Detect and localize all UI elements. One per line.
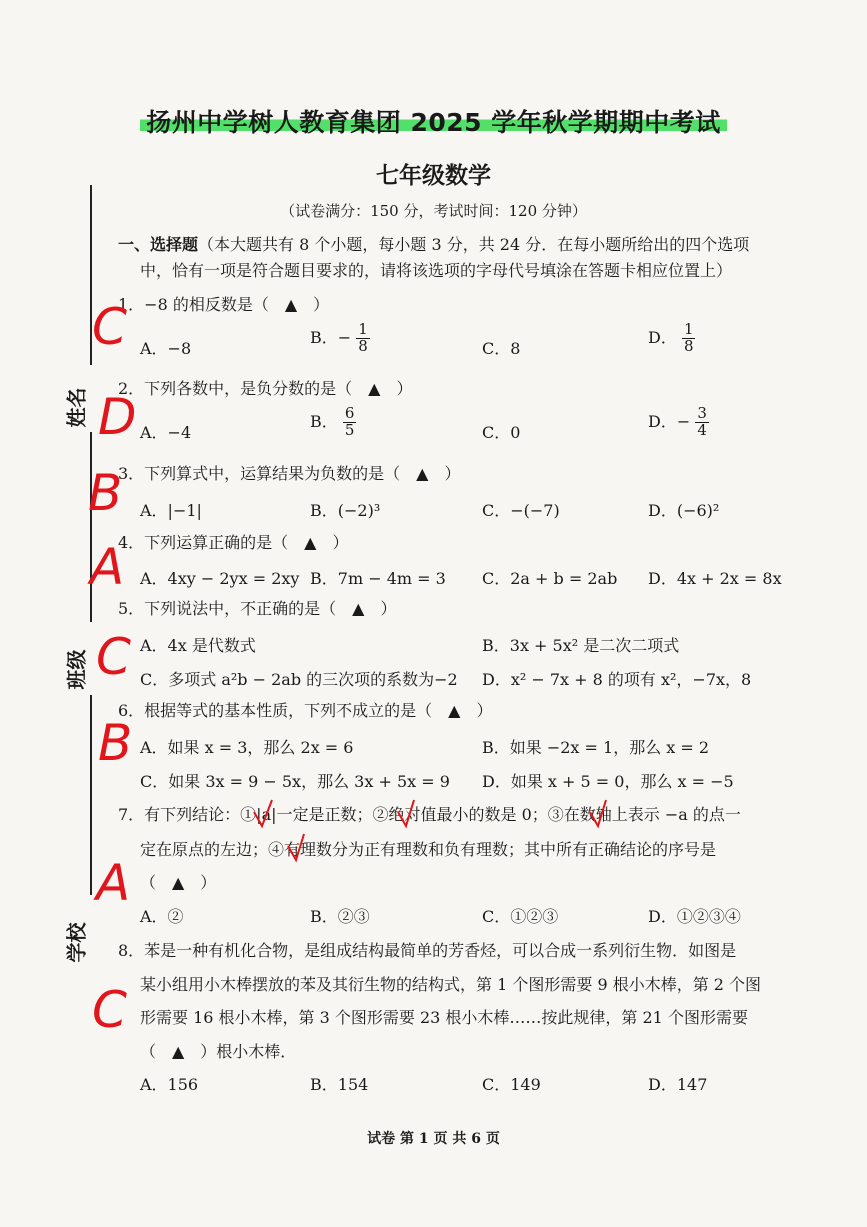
side-label-school: 学校	[64, 922, 89, 963]
handwritten-answer-q8: C	[92, 981, 127, 1039]
q2-option-d-label: D．−	[648, 411, 691, 431]
q6-option-a: A．如果 x = 3，那么 2x = 6	[140, 738, 354, 757]
side-label-name: 姓名	[64, 387, 89, 428]
q7-option-b: B．②③	[310, 907, 370, 926]
q1-option-d	[648, 322, 695, 355]
q8-option-d: D．147	[648, 1075, 708, 1094]
q3-stem: 3．下列算式中，运算结果为负数的是（ ▲ ）	[118, 464, 461, 483]
q5-stem: 5．下列说法中，不正确的是（ ▲ ）	[118, 599, 397, 618]
section-desc-line2: 中，恰有一项是符合题目要求的，请将该选项的字母代号填涂在答题卡相应位置上）	[140, 261, 733, 280]
q7-stem-line1: 7．有下列结论：①|a|一定是正数；②绝对值最小的数是 0；③在数轴上表示 −a 的点一	[118, 805, 741, 824]
section-heading	[118, 232, 749, 255]
handwritten-answer-q7: A	[96, 854, 131, 912]
q8-option-b: B．154	[310, 1075, 369, 1094]
q1-option-b-label: B．−	[310, 327, 352, 347]
section-title: 一、选择题	[118, 235, 199, 254]
q2-option-b-fraction: $\frac{6}{5}$	[344, 404, 355, 439]
q1-option-a: A．−8	[140, 339, 192, 358]
page-footer: 试卷 第 1 页 共 6 页	[367, 1131, 500, 1147]
q2-option-a: A．−4	[140, 423, 192, 442]
exam-title-text: 扬州中学树人教育集团 2025 学年秋学期期中考试	[140, 108, 727, 137]
q8-stem-line1: 8．苯是一种有机化合物，是组成结构最简单的芳香烃，可以合成一系列衍生物．如图是	[118, 941, 737, 960]
q7-option-a: A．②	[140, 907, 184, 926]
q5-option-d: D．x² − 7x + 8 的项有 x²，−7x，8	[482, 670, 752, 689]
q8-stem-line4: （ ▲ ）根小木棒．	[140, 1042, 297, 1061]
q1-option-b	[310, 322, 370, 355]
q5-option-a: A．4x 是代数式	[140, 636, 256, 655]
q2-option-b	[310, 406, 356, 439]
q7-option-d: D．①②③④	[648, 907, 741, 926]
q8-stem-line3: 形需要 16 根小木棒，第 3 个图形需要 23 根小木棒……按此规律，第 21 个图形需要	[140, 1008, 748, 1027]
side-label-class: 班级	[64, 649, 89, 690]
q6-option-d: D．如果 x + 5 = 0，那么 x = −5	[482, 772, 734, 791]
q7-stem-line2: 定在原点的左边；④有理数分为正有理数和负有理数；其中所有正确结论的序号是	[140, 840, 717, 859]
q6-stem: 6．根据等式的基本性质，下列不成立的是（ ▲ ）	[118, 701, 493, 720]
handwritten-answer-q1: C	[92, 298, 127, 356]
q4-option-a: A．4xy − 2yx = 2xy	[140, 569, 300, 588]
q2-option-d-fraction: $\frac{3}{4}$	[697, 404, 707, 439]
q1-option-d-fraction: $\frac{1}{8}$	[683, 320, 694, 355]
handwritten-answer-q5: C	[96, 628, 131, 686]
q3-option-c: C．−(−7)	[482, 501, 560, 520]
q3-option-d: D．(−6)²	[648, 501, 720, 520]
q7-option-c: C．①②③	[482, 907, 559, 926]
q2-option-d	[648, 406, 709, 439]
q1-option-b-fraction: $\frac{1}{8}$	[358, 320, 368, 355]
q1-stem: 1．−8 的相反数是（ ▲ ）	[118, 295, 330, 314]
exam-subtitle: 七年级数学	[376, 163, 491, 189]
handwritten-answer-q4: A	[90, 538, 125, 596]
q4-stem: 4．下列运算正确的是（ ▲ ）	[118, 533, 349, 552]
q8-option-c: C．149	[482, 1075, 541, 1094]
handwritten-answer-q6: B	[98, 714, 133, 772]
q3-option-a: A．|−1|	[140, 501, 202, 520]
handwritten-answer-q3: B	[88, 464, 123, 522]
q1-option-c: C．8	[482, 339, 521, 358]
q8-stem-line2: 某小组用小木棒摆放的苯及其衍生物的结构式，第 1 个图形需要 9 根小木棒，第 2 个图	[140, 975, 762, 994]
q2-stem: 2．下列各数中，是负分数的是（ ▲ ）	[118, 379, 413, 398]
q4-option-d: D．4x + 2x = 8x	[648, 569, 782, 588]
q8-option-a: A．156	[140, 1075, 199, 1094]
exam-title	[0, 103, 867, 139]
q2-option-b-label: B．	[310, 411, 338, 431]
q4-option-b: B．7m − 4m = 3	[310, 569, 446, 588]
q2-option-c: C．0	[482, 423, 521, 442]
section-desc-line1: （本大题共有 8 个小题，每小题 3 分，共 24 分．在每小题所给出的四个选项	[198, 235, 750, 254]
q4-option-c: C．2a + b = 2ab	[482, 569, 618, 588]
q1-option-d-label: D．	[648, 327, 677, 347]
margin-line-low	[90, 695, 92, 895]
q5-option-c: C．多项式 a²b − 2ab 的三次项的系数为−2	[140, 670, 458, 689]
exam-info: （试卷满分：150 分，考试时间：120 分钟）	[280, 202, 587, 220]
q7-stem-line3: （ ▲ ）	[140, 873, 217, 892]
handwritten-answer-q2: D	[98, 388, 137, 446]
q5-option-b: B．3x + 5x² 是二次二项式	[482, 636, 680, 655]
q6-option-b: B．如果 −2x = 1，那么 x = 2	[482, 738, 710, 757]
q3-option-b: B．(−2)³	[310, 501, 381, 520]
q6-option-c: C．如果 3x = 9 − 5x，那么 3x + 5x = 9	[140, 772, 450, 791]
